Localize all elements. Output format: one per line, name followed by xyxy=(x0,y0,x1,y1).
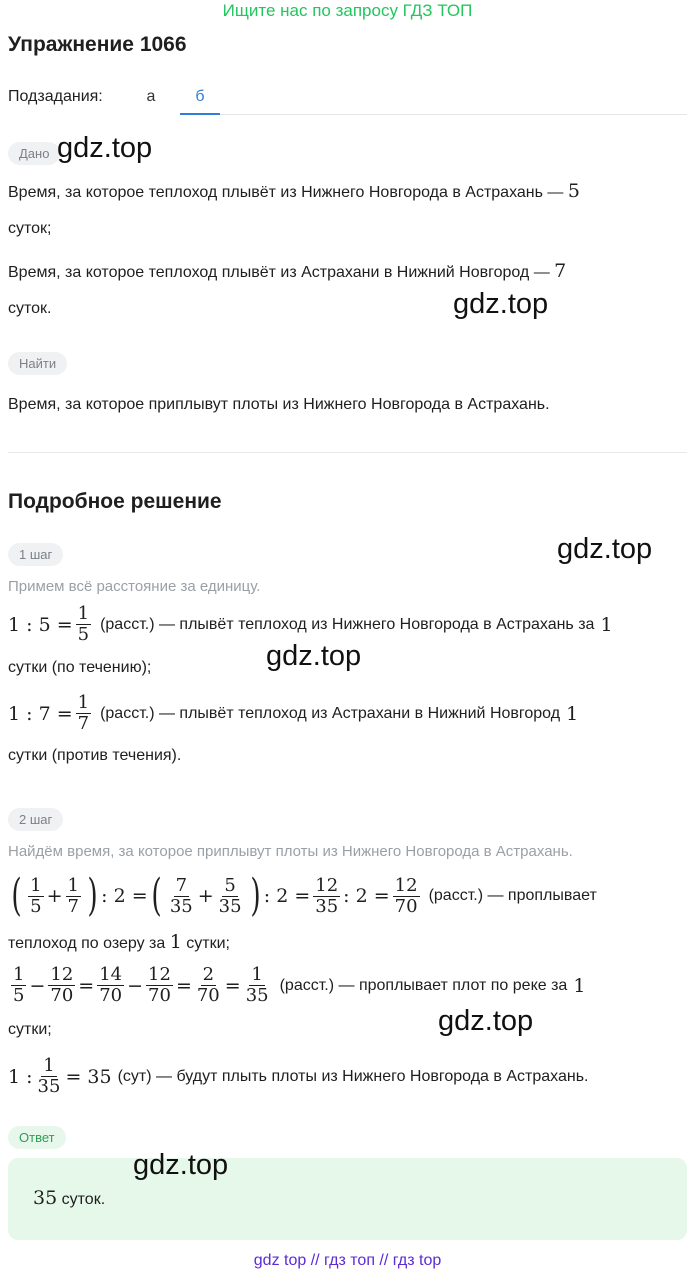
step-2-line-2-cont: сутки; xyxy=(8,1021,52,1038)
given-line-2-cont: суток. xyxy=(8,300,52,317)
tabs-divider xyxy=(220,114,687,115)
answer-text: 35 суток. xyxy=(33,1187,106,1209)
step-1-badge: 1 шаг xyxy=(8,543,63,566)
watermark: gdz.top xyxy=(57,132,153,164)
step-2-equation-2: $\frac{1}{5}$ − $\frac{12}{70}$ = $\frac{14}{70}$ − $\frac{12}{70}$ = $\frac{2}{70}$ = $\frac{1}{35}$ (расст.) — проплывает плот по реке за 1 xyxy=(13,964,586,1006)
watermark: gdz.top xyxy=(133,1149,229,1181)
find-badge: Найти xyxy=(8,352,67,375)
find-text: Время, за которое приплывут плоты из Нижнего Новгорода в Астрахань. xyxy=(8,396,550,413)
step-1-line-2-cont: сутки (против течения). xyxy=(8,747,182,764)
active-tab-indicator xyxy=(180,113,220,115)
subtasks-label: Подзадания: xyxy=(8,88,103,105)
search-banner: Ищите нас по запросу ГДЗ ТОП xyxy=(222,1,473,20)
tab-b[interactable]: б xyxy=(195,88,205,105)
answer-badge: Ответ xyxy=(8,1126,66,1149)
step-1-equation-1: 1 : 5 = $\frac{1}{5}$ (расст.) — плывёт теплоход из Нижнего Новгорода в Астрахань за 1 xyxy=(8,603,613,645)
given-badge: Дано xyxy=(8,142,60,165)
step-2-line-1-cont: теплоход по озеру за 1 сутки; xyxy=(8,931,230,953)
solution-heading: Подробное решение xyxy=(8,490,222,513)
watermark: gdz.top xyxy=(438,1005,534,1037)
tab-a[interactable]: а xyxy=(146,88,156,105)
section-divider xyxy=(8,452,687,453)
step-2-equation-3: 1 : $\frac{1}{35}$ = 35 (сут) — будут плыть плоты из Нижнего Новгорода в Астрахань. xyxy=(8,1055,589,1097)
step-1-equation-2: 1 : 7 = $\frac{1}{7}$ (расст.) — плывёт теплоход из Астрахани в Нижний Новгород 1 xyxy=(8,692,579,734)
answer-box xyxy=(8,1158,687,1240)
given-line-1-cont: суток; xyxy=(8,220,52,237)
watermark: gdz.top xyxy=(453,288,549,320)
watermark: gdz.top xyxy=(557,533,653,565)
watermark: gdz.top xyxy=(266,640,362,672)
given-line-2: Время, за которое теплоход плывёт из Астрахани в Нижний Новгород — 7 xyxy=(8,260,567,282)
given-line-1: Время, за которое теплоход плывёт из Нижнего Новгорода в Астрахань — 5 xyxy=(8,180,580,202)
step-1-line-1-cont: сутки (по течению); xyxy=(8,659,152,676)
step-2-badge: 2 шаг xyxy=(8,808,63,831)
page-title: Упражнение 1066 xyxy=(8,33,187,56)
footer-links[interactable]: gdz top // гдз топ // гдз top xyxy=(253,1252,442,1269)
step-1-hint: Примем всё расстояние за единицу. xyxy=(8,578,261,595)
step-2-hint: Найдём время, за которое приплывут плоты из Нижнего Новгорода в Астрахань. xyxy=(8,843,573,860)
step-2-equation-1: ( $\frac{1}{5}$ + $\frac{1}{7}$ ) : 2 = ( $\frac{7}{35}$ + $\frac{5}{35}$ ) : 2 = $\frac{12}{35}$ : 2 = $\frac{12}{70}$ (расст.) — проплывает xyxy=(11,870,597,921)
